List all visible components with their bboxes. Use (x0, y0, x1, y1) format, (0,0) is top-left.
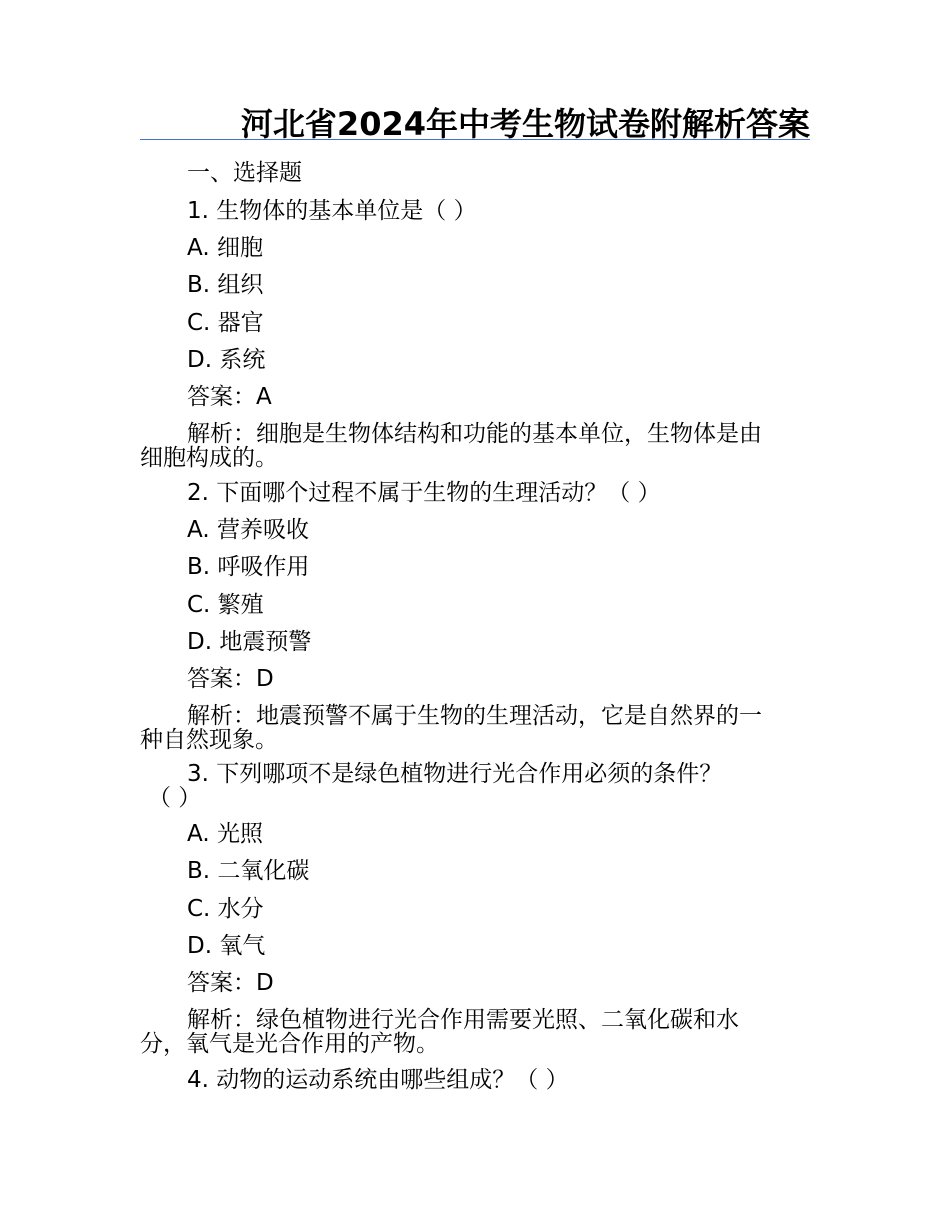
question-2-stem: 2. 下面哪个过程不属于生物的生理活动？（ ） (187, 480, 661, 506)
question-3-option-c: C. 水分 (187, 896, 264, 922)
question-1-option-c: C. 器官 (187, 310, 264, 336)
question-2-option-b: B. 呼吸作用 (187, 554, 310, 580)
question-1-answer: 答案：A (187, 384, 272, 410)
document-title: 河北省2024年中考生物试卷附解析答案 (240, 105, 810, 143)
title-underline (140, 139, 810, 140)
question-1-option-a: A. 细胞 (187, 235, 263, 261)
question-1-stem: 1. 生物体的基本单位是（ ） (187, 198, 477, 224)
question-2-answer: 答案：D (187, 666, 274, 692)
question-3-option-a: A. 光照 (187, 821, 263, 847)
question-3-option-d: D. 氧气 (187, 933, 266, 959)
question-2-option-c: C. 繁殖 (187, 592, 264, 618)
question-1-analysis-line-1: 解析：细胞是生物体结构和功能的基本单位，生物体是由 (187, 421, 762, 447)
question-3-stem-line-1: 3. 下列哪项不是绿色植物进行光合作用必须的条件？ (187, 761, 723, 787)
question-3-analysis-line-2: 分，氧气是光合作用的产物。 (140, 1031, 439, 1057)
question-2-analysis-line-1: 解析：地震预警不属于生物的生理活动，它是自然界的一 (187, 703, 762, 729)
question-2-option-a: A. 营养吸收 (187, 517, 309, 543)
question-2-analysis-line-2: 种自然现象。 (140, 727, 278, 753)
question-3-option-b: B. 二氧化碳 (187, 858, 310, 884)
question-4-stem: 4. 动物的运动系统由哪些组成？（ ） (187, 1067, 569, 1093)
question-1-option-d: D. 系统 (187, 347, 266, 373)
question-1-option-b: B. 组织 (187, 272, 264, 298)
question-3-analysis-line-1: 解析：绿色植物进行光合作用需要光照、二氧化碳和水 (187, 1007, 739, 1033)
question-3-answer: 答案：D (187, 970, 274, 996)
question-2-option-d: D. 地震预警 (187, 629, 312, 655)
section-heading: 一、选择题 (187, 160, 302, 186)
question-3-stem-line-2: （ ） (148, 785, 202, 811)
question-1-analysis-line-2: 细胞构成的。 (140, 445, 278, 471)
